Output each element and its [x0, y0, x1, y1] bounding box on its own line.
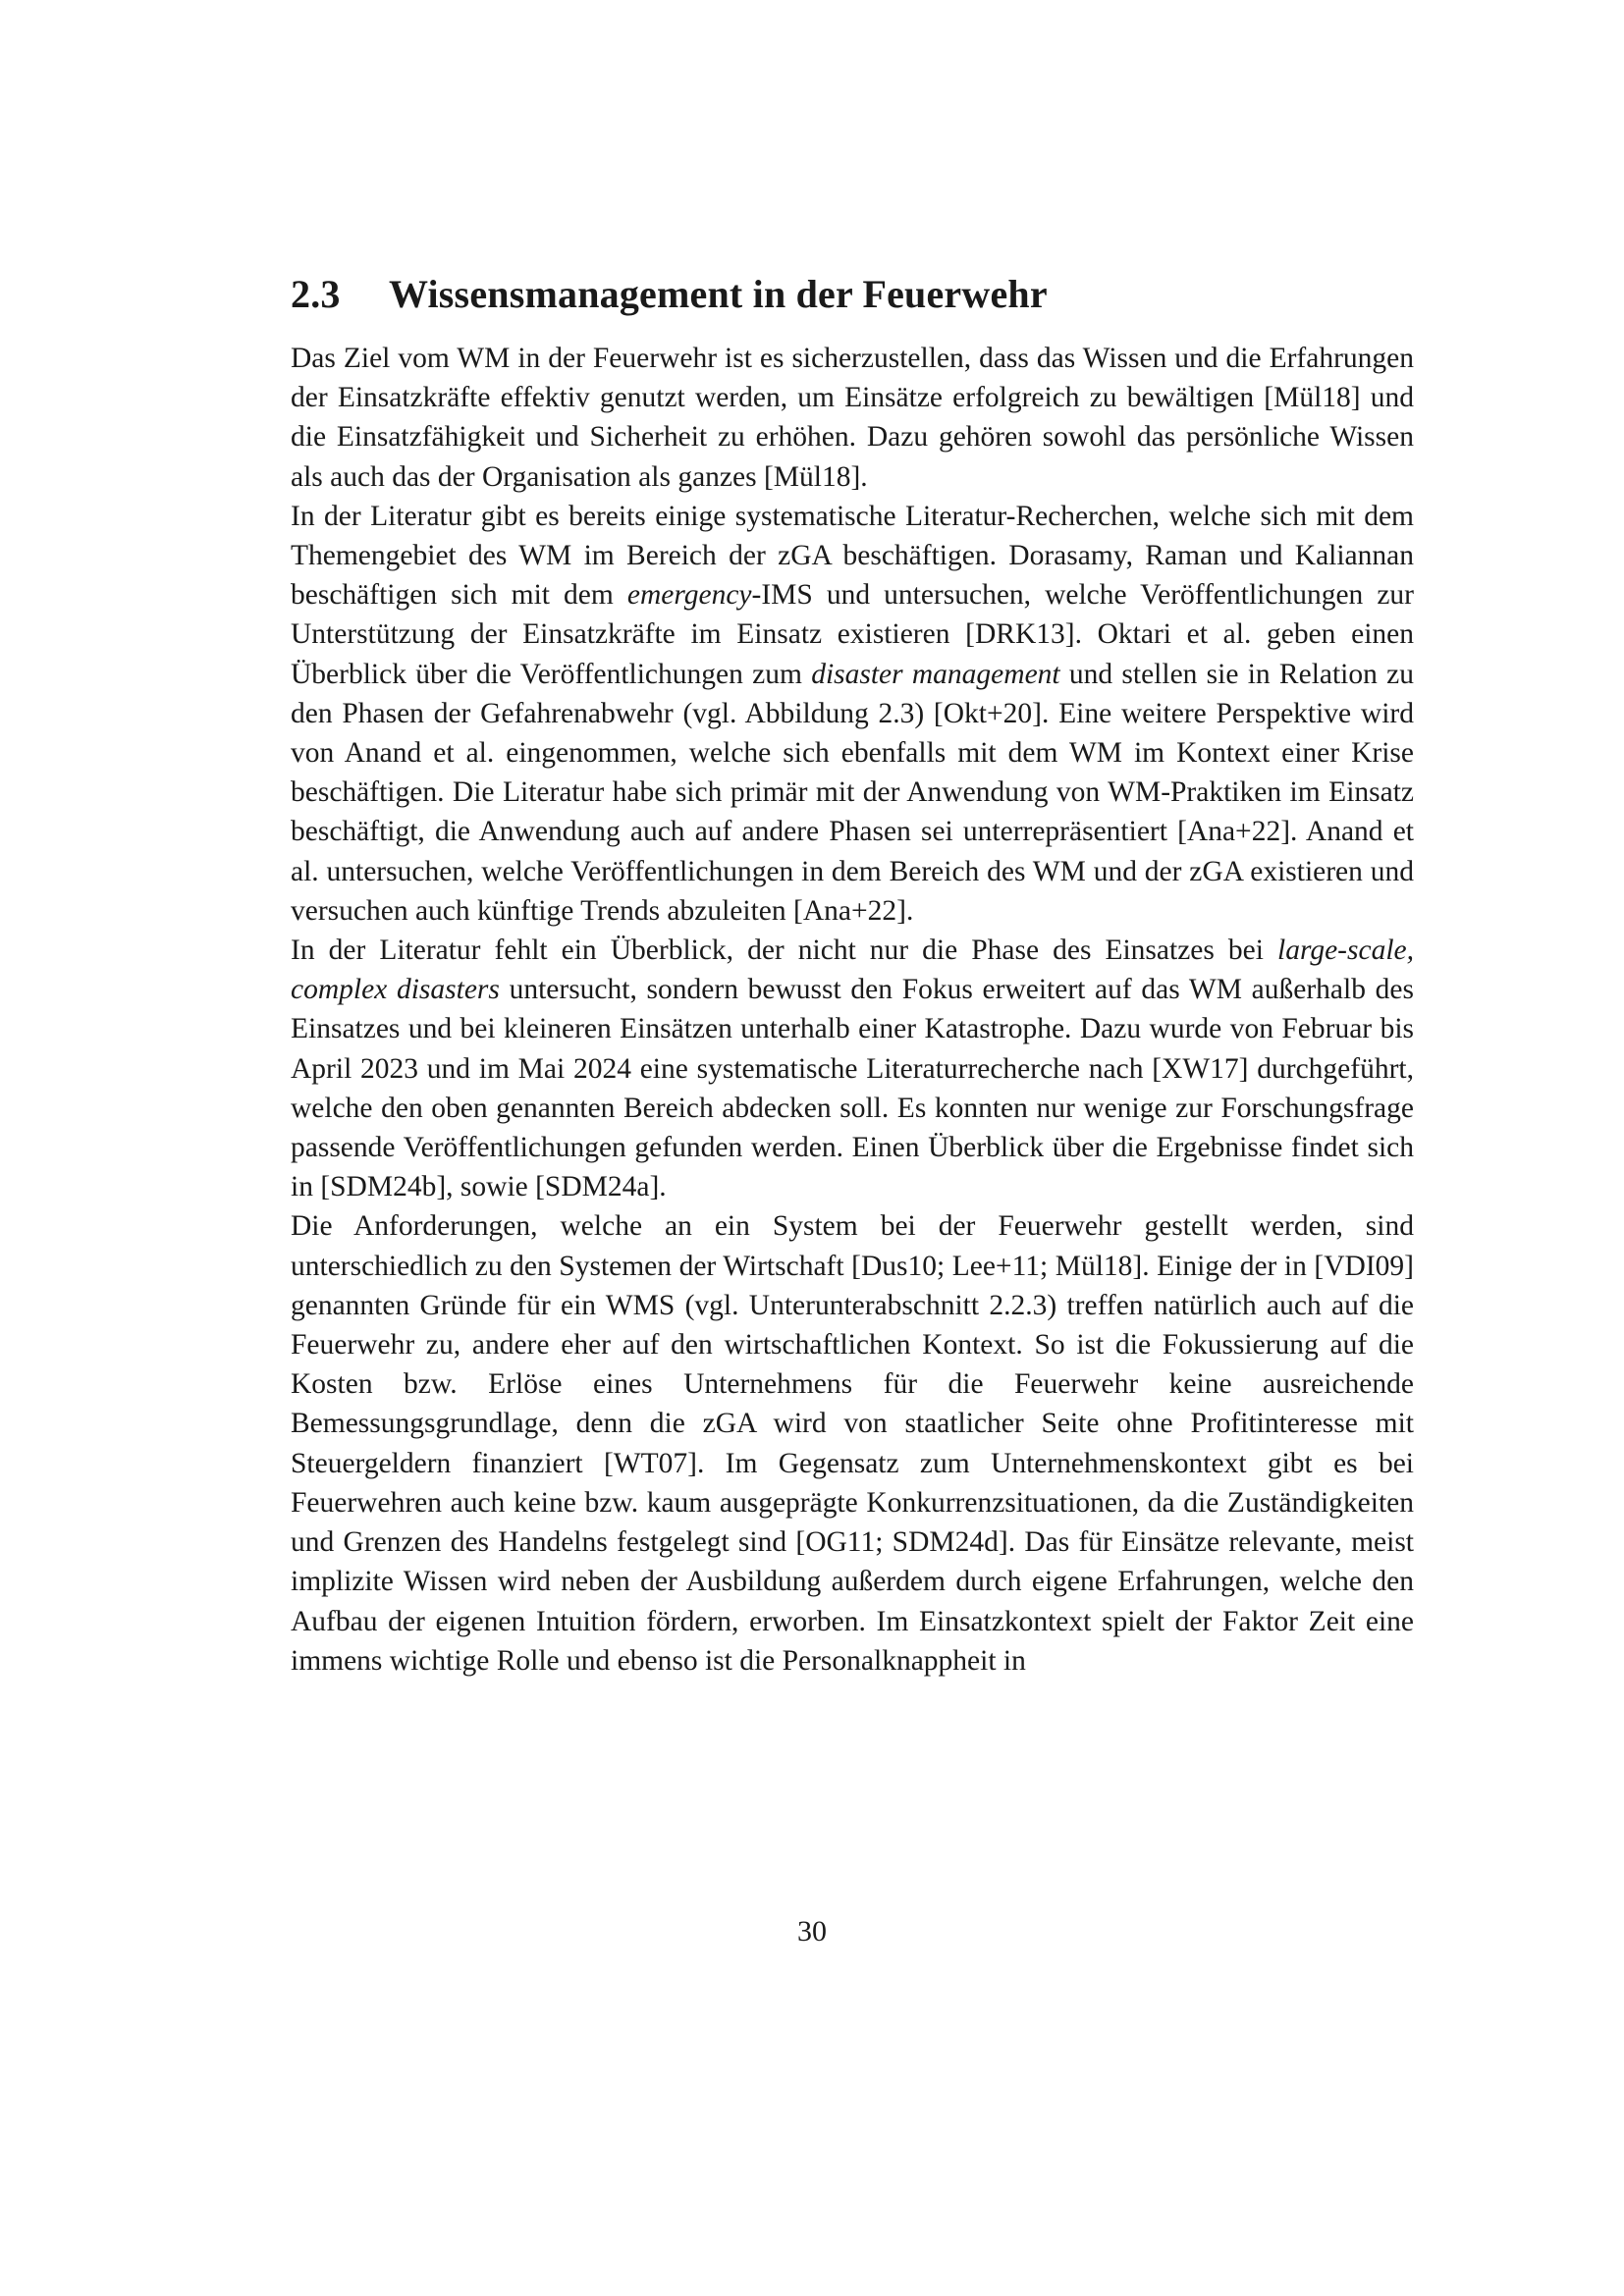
paragraph: [291, 339, 1414, 497]
page-number: 30: [797, 1915, 827, 1948]
paragraph: [291, 931, 1414, 1206]
italic-term: emergency: [626, 579, 752, 612]
section-heading: [291, 267, 1430, 322]
text-run: und stellen sie in Relation zu den Phasen der Gefahrenabwehr (vgl. Abbildung 2.3) [Okt+20]. Eine weitere Perspektive wird von Anand et al. eingenommen, welche sich ebenfalls mit dem WM im Kontext einer Krise beschäftigen. Die Literatur habe sich primär mit der Anwendung von WM-Praktiken im Einsatz beschäftigt, die Anwendung auch auf andere Phasen sei unterrepräsentiert [Ana+22]. Anand et al. untersuchen, welche Veröffentlichungen in dem Bereich des WM und der zGA existieren und versuchen auch künftige Trends abzuleiten [Ana+22].: [291, 658, 1414, 927]
section-number: 2.3: [291, 272, 341, 316]
paragraph: [291, 1206, 1414, 1680]
italic-term: large-scale, complex disasters: [291, 934, 1414, 1006]
italic-term: disaster management: [811, 658, 1060, 690]
text-run: Das Ziel vom WM in der Feuerwehr ist es sicherzustellen, dass das Wissen und die Erfahrungen der Einsatzkräfte effektiv genutzt werden, um Einsätze erfolgreich zu bewältigen [Mül18] und die Einsatzfähigkeit und Sicherheit zu erhöhen. Dazu gehören sowohl das persönliche Wissen als auch das der Organisation als ganzes [Mül18].: [291, 343, 1414, 493]
paragraph: [291, 497, 1414, 931]
section-title: Wissensmanagement in der Feuerwehr: [389, 272, 1048, 316]
text-run: untersucht, sondern bewusst den Fokus erweitert auf das WM außerhalb des Einsatzes und bei kleineren Einsätzen unterhalb einer Katastrophe. Dazu wurde von Februar bis April 2023 und im Mai 2024 eine systematische Literaturrecherche nach [XW17] durchgeführt, welche den oben genannten Bereich abdecken soll. Es konnten nur wenige zur Forschungsfrage passende Veröffentlichungen gefunden werden. Einen Überblick über die Ergebnisse findet sich in [SDM24b], sowie [SDM24a].: [291, 974, 1414, 1203]
body-text: [291, 339, 1414, 1681]
text-run: In der Literatur fehlt ein Überblick, der nicht nur die Phase des Einsatzes bei: [291, 934, 1277, 967]
text-run: -IMS und untersuchen, welche Veröffentlichungen zur Unterstützung der Einsatzkräfte im Einsatz existieren [DRK13]. Oktari et al. geben einen Überblick über die Veröffentlichungen zum: [291, 579, 1414, 690]
text-run: In der Literatur gibt es bereits einige systematische Literatur-Recherchen, welche sich mit dem Themengebiet des WM im Bereich der zGA beschäftigen. Dorasamy, Raman und Kaliannan beschäftigen sich mit dem: [291, 500, 1414, 612]
text-run: Die Anforderungen, welche an ein System bei der Feuerwehr gestellt werden, sind unterschiedlich zu den Systemen der Wirtschaft [Dus10; Lee+11; Mül18]. Einige der in [VDI09] genannten Gründe für ein WMS (vgl. Unterunterabschnitt 2.2.3) treffen natürlich auch auf die Feuerwehr zu, andere eher auf den wirtschaftlichen Kontext. So ist die Fokussierung auf die Kosten bzw. Erlöse eines Unternehmens für die Feuerwehr keine ausreichende Bemessungsgrundlage, denn die zGA wird von staatlicher Seite ohne Profitinteresse mit Steuergeldern finanziert [WT07]. Im Gegensatz zum Unternehmenskontext gibt es bei Feuerwehren auch keine bzw. kaum ausgeprägte Konkurrenzsituationen, da die Zuständigkeiten und Grenzen des Handelns festgelegt sind [OG11; SDM24d]. Das für Einsätze relevante, meist implizite Wissen wird neben der Ausbildung außerdem durch eigene Erfahrungen, welche den Aufbau der eigenen Intuition fördern, erworben. Im Einsatzkontext spielt der Faktor Zeit eine immens wichtige Rolle und ebenso ist die Personalknappheit in: [291, 1210, 1414, 1677]
